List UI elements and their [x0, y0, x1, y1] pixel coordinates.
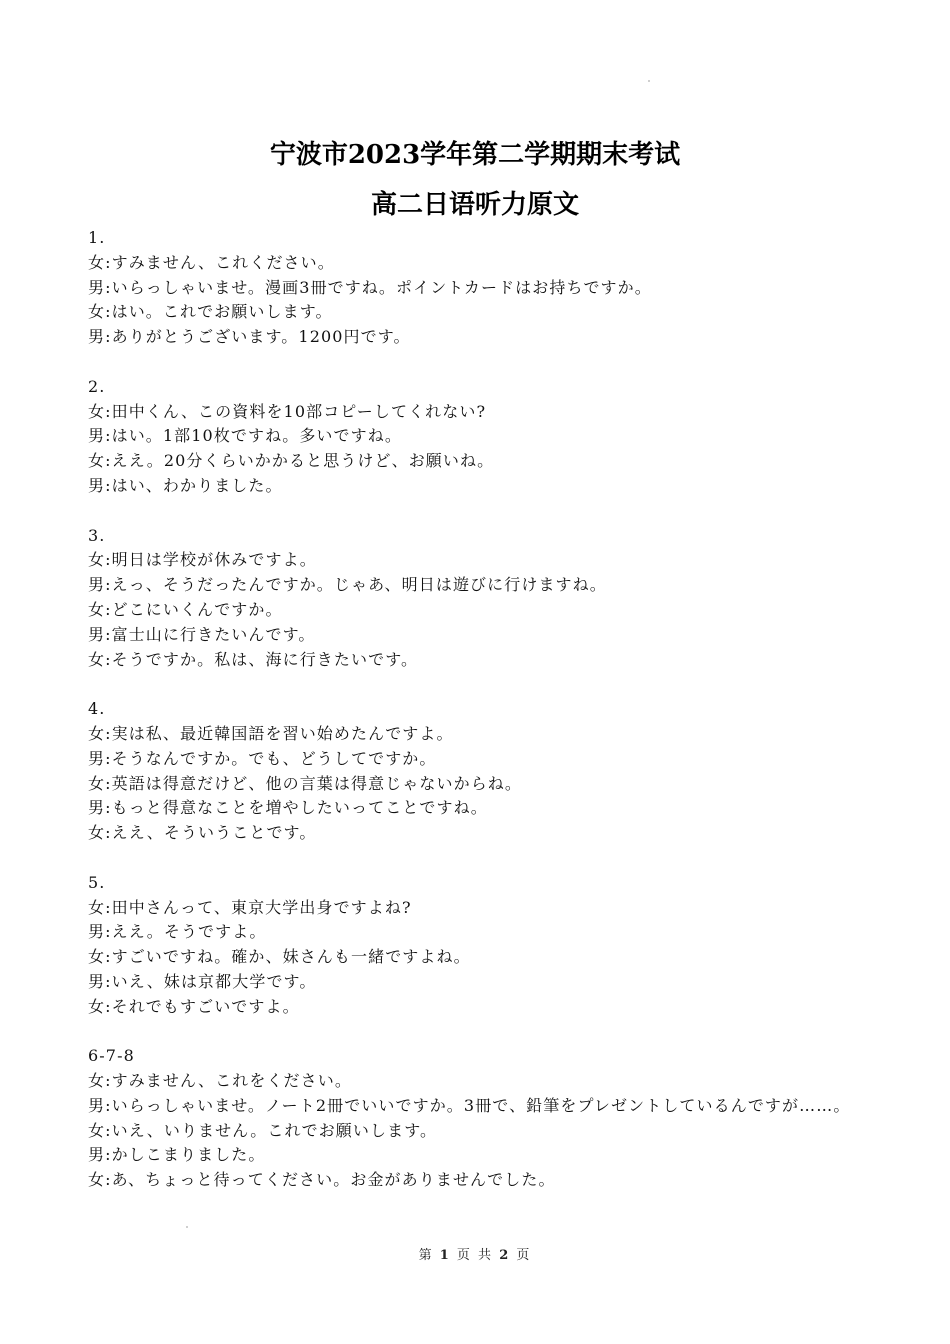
- page-footer: [0, 1244, 950, 1263]
- section-number: 6-7-8: [88, 1046, 135, 1066]
- section-gap: [88, 499, 868, 524]
- footer-middle: 页 共: [456, 1248, 494, 1263]
- document-subtitle: 高二日语听力原文: [370, 190, 579, 220]
- dialogue-line: 女:実は私、最近韓国語を習い始めたんですよ。: [88, 723, 454, 743]
- dialogue-line: 男:いらっしゃいませ。漫画3冊ですね。ポイントカードはお持ちですか。: [88, 277, 652, 297]
- dialogue-line: 女:そうですか。私は、海に行きたいです。: [88, 649, 419, 669]
- dialogue-line: 女:ええ、そういうことです。: [88, 823, 317, 843]
- footer-total-pages: 2: [499, 1248, 511, 1263]
- dialogue-line: 男:ありがとうございます。1200円です。: [88, 327, 411, 347]
- document-title: 宁波市2023学年第二学期期末考试: [269, 140, 681, 170]
- section-number: 5.: [88, 872, 106, 892]
- dialogue-line: 女:田中くん、この資料を10部コピーしてくれない?: [88, 401, 487, 421]
- dialogue-line: 女:ええ。20分くらいかかると思うけど、お願いね。: [88, 451, 495, 471]
- section-gap: [88, 1020, 868, 1045]
- section-number: 1.: [88, 228, 106, 247]
- dialogue-line: 男:えっ、そうだったんですか。じゃあ、明日は遊びに行けますね。: [88, 575, 607, 595]
- dialogue-line: 男:もっと得意なことを増やしたいってことですね。: [88, 798, 488, 818]
- section-number: 2.: [88, 376, 106, 396]
- section-gap: [88, 672, 868, 697]
- section-number: 4.: [88, 699, 106, 719]
- dialogue-section: [88, 697, 868, 871]
- dialogue-line: 男:はい、わかりました。: [88, 475, 283, 495]
- footer-prefix: 第: [418, 1248, 434, 1263]
- dialogue-line: 男:いえ、妹は京都大学です。: [88, 971, 317, 991]
- transcript-body: [88, 226, 868, 1193]
- section-gap: [88, 846, 868, 871]
- dialogue-line: 女:いえ、いりません。これでお願いします。: [88, 1120, 438, 1140]
- scan-speck: [648, 80, 650, 82]
- dialogue-line: 男:富士山に行きたいんです。: [88, 624, 316, 644]
- dialogue-line: 女:すみません、これをください。: [88, 1071, 352, 1091]
- dialogue-section: [88, 871, 868, 1045]
- dialogue-line: 男:いらっしゃいませ。ノート2冊でいいですか。3冊で、鉛筆をプレゼントしているんですが……。: [88, 1095, 851, 1115]
- dialogue-line: 女:すごいですね。確か、妹さんも一緒ですよね。: [88, 947, 471, 967]
- dialogue-line: 女:それでもすごいですよ。: [88, 996, 300, 1016]
- dialogue-line: 女:英語は得意だけど、他の言葉は得意じゃないからね。: [88, 773, 522, 793]
- dialogue-section: [88, 524, 868, 698]
- dialogue-line: 男:ええ。そうですよ。: [88, 922, 267, 942]
- dialogue-line: 女:すみません、これください。: [88, 252, 335, 272]
- footer-current-page: 1: [439, 1248, 451, 1263]
- section-number: 3.: [88, 525, 106, 545]
- dialogue-line: 男:かしこまりました。: [88, 1145, 266, 1165]
- dialogue-line: 男:はい。1部10枚ですね。多いですね。: [88, 426, 402, 446]
- dialogue-section: [88, 375, 868, 524]
- section-gap: [88, 350, 868, 375]
- dialogue-line: 男:そうなんですか。でも、どうしてですか。: [88, 748, 437, 768]
- dialogue-line: 女:あ、ちょっと待ってください。お金がありませんでした。: [88, 1170, 556, 1190]
- dialogue-line: 女:どこにいくんですか。: [88, 599, 283, 619]
- dialogue-line: 女:はい。これでお願いします。: [88, 302, 333, 322]
- scan-speck: [186, 1226, 188, 1228]
- footer-suffix: 页: [516, 1248, 532, 1263]
- dialogue-line: 女:田中さんって、東京大学出身ですよね?: [88, 897, 412, 917]
- dialogue-section: [88, 226, 868, 375]
- dialogue-line: 女:明日は学校が休みですよ。: [88, 550, 317, 570]
- dialogue-section: [88, 1044, 868, 1193]
